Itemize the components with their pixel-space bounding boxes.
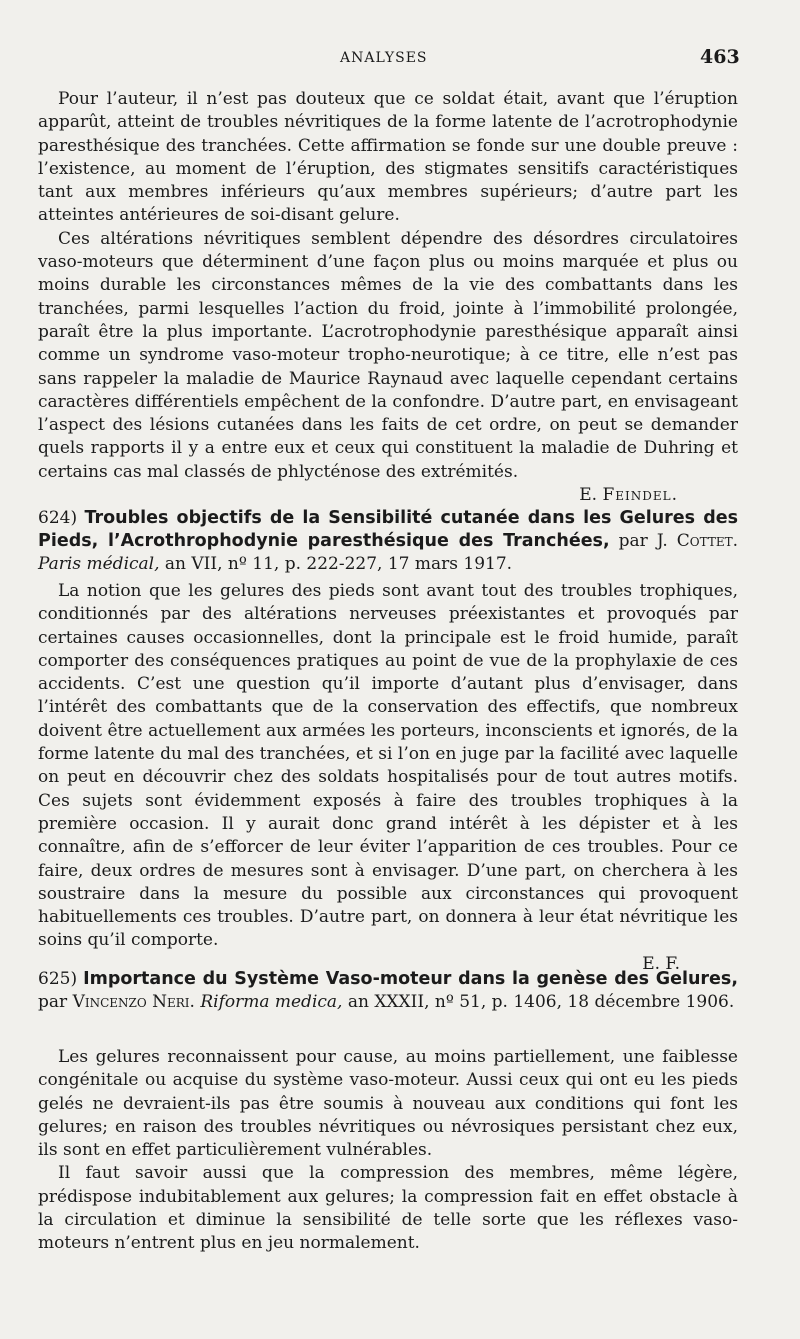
article-625-heading [38,968,738,1014]
citation: an XXXII, nº 51, p. 1406, 18 décembre 1906. [347,992,735,1012]
author-name: Cottet [676,531,733,551]
running-head: ANALYSES [340,50,428,66]
body-paragraph: Pour l’auteur, il n’est pas douteux que ce soldat était, avant que l’éruption apparût, atteint de troubles névritiques de la forme latente de l’acrotrophodynie paresthésique des tranchées. Cette affirmation se fonde sur une double preuve : l’existence, au moment de l’éruption, des stigmates sensitifs caractéristiques tant aux membres inférieurs qu’aux membres supérieurs; d’autre part les atteintes antérieures de soi-disant gelure. [38,89,738,226]
article-number: 624) [38,508,78,528]
par-word: par [38,992,68,1012]
article-title: Importance du Système Vaso-moteur dans la genèse des Gelures, [83,969,738,989]
article-625-body [38,1046,738,1256]
body-paragraph: Les gelures reconnaissent pour cause, au moins partiellement, une faiblesse congénitale ou acquise du système vaso-moteur. Aussi ceux qui ont eu les pieds gelés ne devraient-ils pas être soumis à nouveau aux conditions qui font les gelures; en raison des troubles névritiques ou névrosiques persistant chez eux, ils sont en effet particulièrement vulnérables. [38,1047,738,1161]
citation: an VII, nº 11, p. 222-227, 17 mars 1917. [164,554,513,574]
article-624-heading: 624) Troubles objectifs de la Sensibilité cutanée dans les Gelures des Pieds, l’Acrothrophodynie paresthésique des Tranchées, par J. Cottet. Paris médical, an VII, nº 11, p. 222-227, 17 mars 1917. [38,508,739,574]
par-word: par [618,531,648,551]
body-text: Ces altérations névritiques semblent dépendre des désordres circulatoires vaso-moteurs que déterminent d’une façon plus ou moins marquée et plus ou moins durable les circonstances mêmes de la vie des combattants dans les tranchées, parmi lesquelles l’action du froid, jointe à l’immobilité prolongée, paraît être la plus importante. L’acrotrophodynie paresthésique apparaît ainsi comme un syndrome vaso-moteur tropho-neurotique; à ce titre, elle n’est pas sans rappeler la maladie de Maurice Raynaud avec laquelle cependant certains caractères différentiels empêchent de la confondre. D’autre part, en envisageant l’aspect des lésions cutanées dans les faits de cet ordre, on peut se demander quels rapports il y a entre eux et ceux qui constituent la maladie de Duhring et certains cas mal classés de phlycténose des extrémités. [38,228,738,482]
author-name: Vincenzo Neri. [72,992,195,1012]
article-624-body [38,580,738,976]
author-initial: J. [656,531,677,551]
body-paragraph: La notion que les gelures des pieds sont avant tout des troubles trophiques, conditionnés par des altérations nerveuses préexistantes et provoqués par certaines causes occasionnelles, dont la principale est le froid humide, paraît comporter des conséquences pratiques au point de vue de la prophylaxie de ces accidents. C’est une question qu’il importe d’autant plus d’envisager, dans l’intérêt des combattants que de la conservation des effectifs, que nombreux doivent être actuellement aux armées les porteurs, inconscients et ignorés, de la forme latente du mal des tranchées, et si l’on en juge par la facilité avec laquelle on peut en découvrir chez des soldats hospitalisés pour de tout autres motifs. Ces sujets sont évidemment exposés à faire des troubles trophiques à la première occasion. Il y aurait donc grand intérêt à les dépister et à les connaître, afin de s’efforcer de leur éviter l’apparition de ces troubles. Pour ce faire, deux ordres de mesures sont à envisager. D’une part, on cherchera à les soustraire dans la mesure du possible aux circonstances qui provoquent habituellements ces troubles. D’autre part, on donnera à leur état névritique les soins qu’il comporte. [38,581,738,951]
body-paragraph: Il faut savoir aussi que la compression des membres, même légère, prédispose indubitablement aux gelures; la compression fait en effet obstacle à la circulation et diminue la sensibilité de telle sorte que les réflexes vaso-moteurs n’entrent plus en jeu normalement. [38,1163,738,1254]
article-title: Troubles objectifs de la Sensibilité cutanée dans les Gelures des Pieds, l’Acrothrophodynie paresthésique des Tranchées, [38,508,739,551]
signature: E. F. [642,953,680,974]
signature: E. Feindel. [579,485,678,506]
body-paragraph [38,228,738,508]
journal-name: Riforma medica, [200,992,343,1012]
page-number: 463 [700,46,740,68]
journal-name: Paris médical, [38,554,160,574]
previous-analysis-continuation [38,88,738,507]
article-number: 625) [38,969,78,989]
